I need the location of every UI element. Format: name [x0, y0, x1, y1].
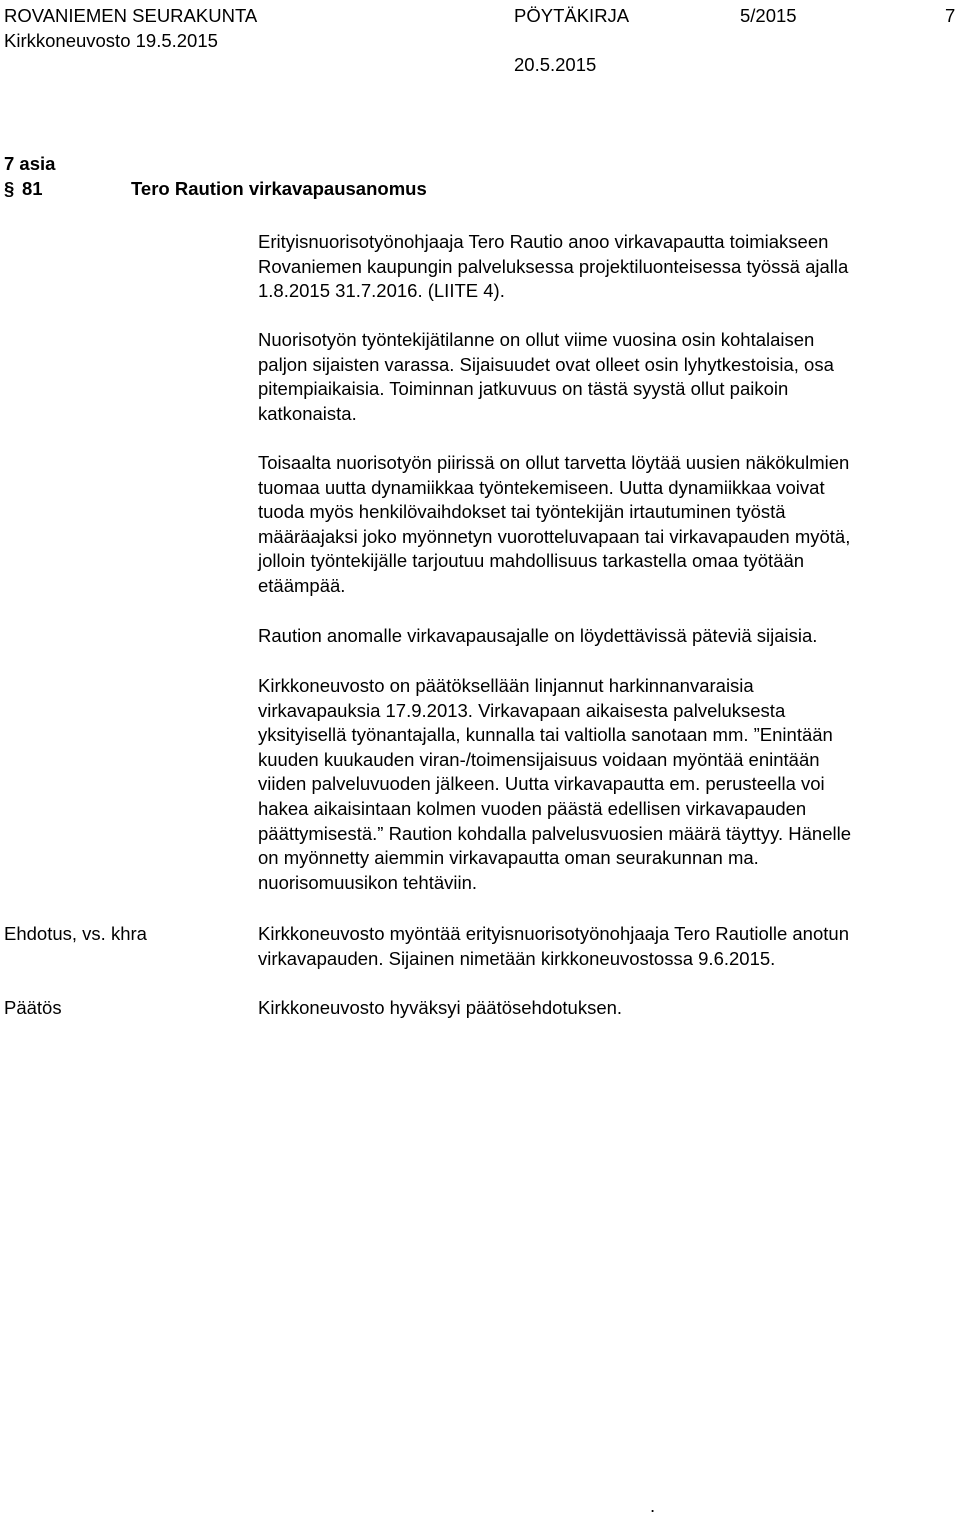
section-symbol: §	[4, 178, 15, 199]
paragraph-substitutes	[258, 624, 958, 649]
meeting-date: Kirkkoneuvosto 19.5.2015	[4, 30, 218, 51]
decision-text	[258, 996, 958, 1021]
proposal-label: Ehdotus, vs. khra	[4, 923, 147, 944]
paragraph-line: Erityisnuorisotyönohjaaja Tero Rautio anoo virkavapautta toimiakseen	[258, 231, 829, 252]
paragraph-line: Raution anomalle virkavapausajalle on löydettävissä päteviä sijaisia.	[258, 625, 818, 646]
signing-date: 20.5.2015	[514, 54, 597, 75]
section-number: 81	[22, 178, 43, 199]
paragraph-application	[258, 230, 958, 304]
paragraph-line: Kirkkoneuvosto hyväksyi päätösehdotuksen.	[258, 997, 623, 1018]
footer-mark: .	[650, 1495, 656, 1516]
proposal-text	[258, 922, 958, 971]
paragraph-line: 1.8.2015 31.7.2016. (LIITE 4).	[258, 280, 505, 302]
paragraph-line: tuoda myös henkilövaihdokset tai työntekijän irtautuminen työstä	[258, 501, 786, 523]
paragraph-line: Nuorisotyön työntekijätilanne on ollut viime vuosina osin kohtalaisen	[258, 329, 815, 350]
paragraph-line: Toisaalta nuorisotyön piirissä on ollut tarvetta löytää uusien näkökulmien	[258, 452, 850, 473]
document-number: 5/2015	[740, 5, 797, 26]
paragraph-line: yksityisellä työnantajalla, kunnalla tai valtiolla sanotaan mm. ”Enintään	[258, 724, 833, 746]
paragraph-line: tuomaa uutta dynamiikkaa työntekemiseen. Uutta dynamiikkaa voivat	[258, 476, 825, 498]
paragraph-policy	[258, 674, 958, 895]
paragraph-line: jolloin työntekijälle tarjoutuu mahdollisuus tarkastella omaa työtään	[258, 550, 805, 572]
paragraph-line: määräajaksi joko myönnetyn vuorotteluvapaan tai virkavapauden myötä,	[258, 525, 851, 547]
paragraph-line: hakea aikaisintaan kolmen vuoden päästä edellisen virkavapauden	[258, 797, 807, 819]
agenda-label: 7 asia	[4, 153, 56, 174]
page-number: 7	[945, 5, 956, 26]
paragraph-line: katkonaista.	[258, 402, 357, 424]
paragraph-line: Kirkkoneuvosto myöntää erityisnuorisotyönohjaaja Tero Rautiolle anotun	[258, 923, 849, 944]
paragraph-line: päättymisestä.” Raution kohdalla palvelusvuosien määrä täyttyy. Hänelle	[258, 822, 851, 844]
page-header	[0, 0, 960, 80]
paragraph-line: Kirkkoneuvosto on päätöksellään linjannut harkinnanvaraisia	[258, 675, 754, 696]
paragraph-line: on myönnetty aiemmin virkavapautta oman seurakunnan ma.	[258, 847, 759, 869]
paragraph-line: paljon sijaisten varassa. Sijaisuudet ovat olleet osin lyhytkestoisia, osa	[258, 353, 834, 375]
paragraph-line: nuorisomuusikon tehtäviin.	[258, 871, 478, 893]
paragraph-line: pitempiaikaisia. Toiminnan jatkuvuus on tästä syystä ollut paikoin	[258, 378, 789, 400]
item-title: Tero Raution virkavapausanomus	[131, 178, 427, 199]
paragraph-line: virkavapauksia 17.9.2013. Virkavapaan aikaisesta palveluksesta	[258, 699, 786, 721]
organization-name: ROVANIEMEN SEURAKUNTA	[4, 5, 258, 26]
paragraph-line: virkavapauden. Sijainen nimetään kirkkoneuvostossa 9.6.2015.	[258, 947, 776, 969]
paragraph-line: viiden palveluvuoden jälkeen. Uutta virkavapautta em. perusteella voi	[258, 773, 825, 795]
paragraph-new-perspectives	[258, 451, 958, 599]
decision-label: Päätös	[4, 997, 62, 1018]
paragraph-line: Rovaniemen kaupungin palveluksessa projektiluonteisessa työssä ajalla	[258, 255, 849, 277]
paragraph-staffing-situation	[258, 328, 958, 426]
paragraph-line: kuuden kuukauden viran-/toimensijaisuus voidaan myöntää enintään	[258, 748, 820, 770]
document-type: PÖYTÄKIRJA	[514, 5, 630, 26]
paragraph-line: etäämpää.	[258, 574, 346, 596]
